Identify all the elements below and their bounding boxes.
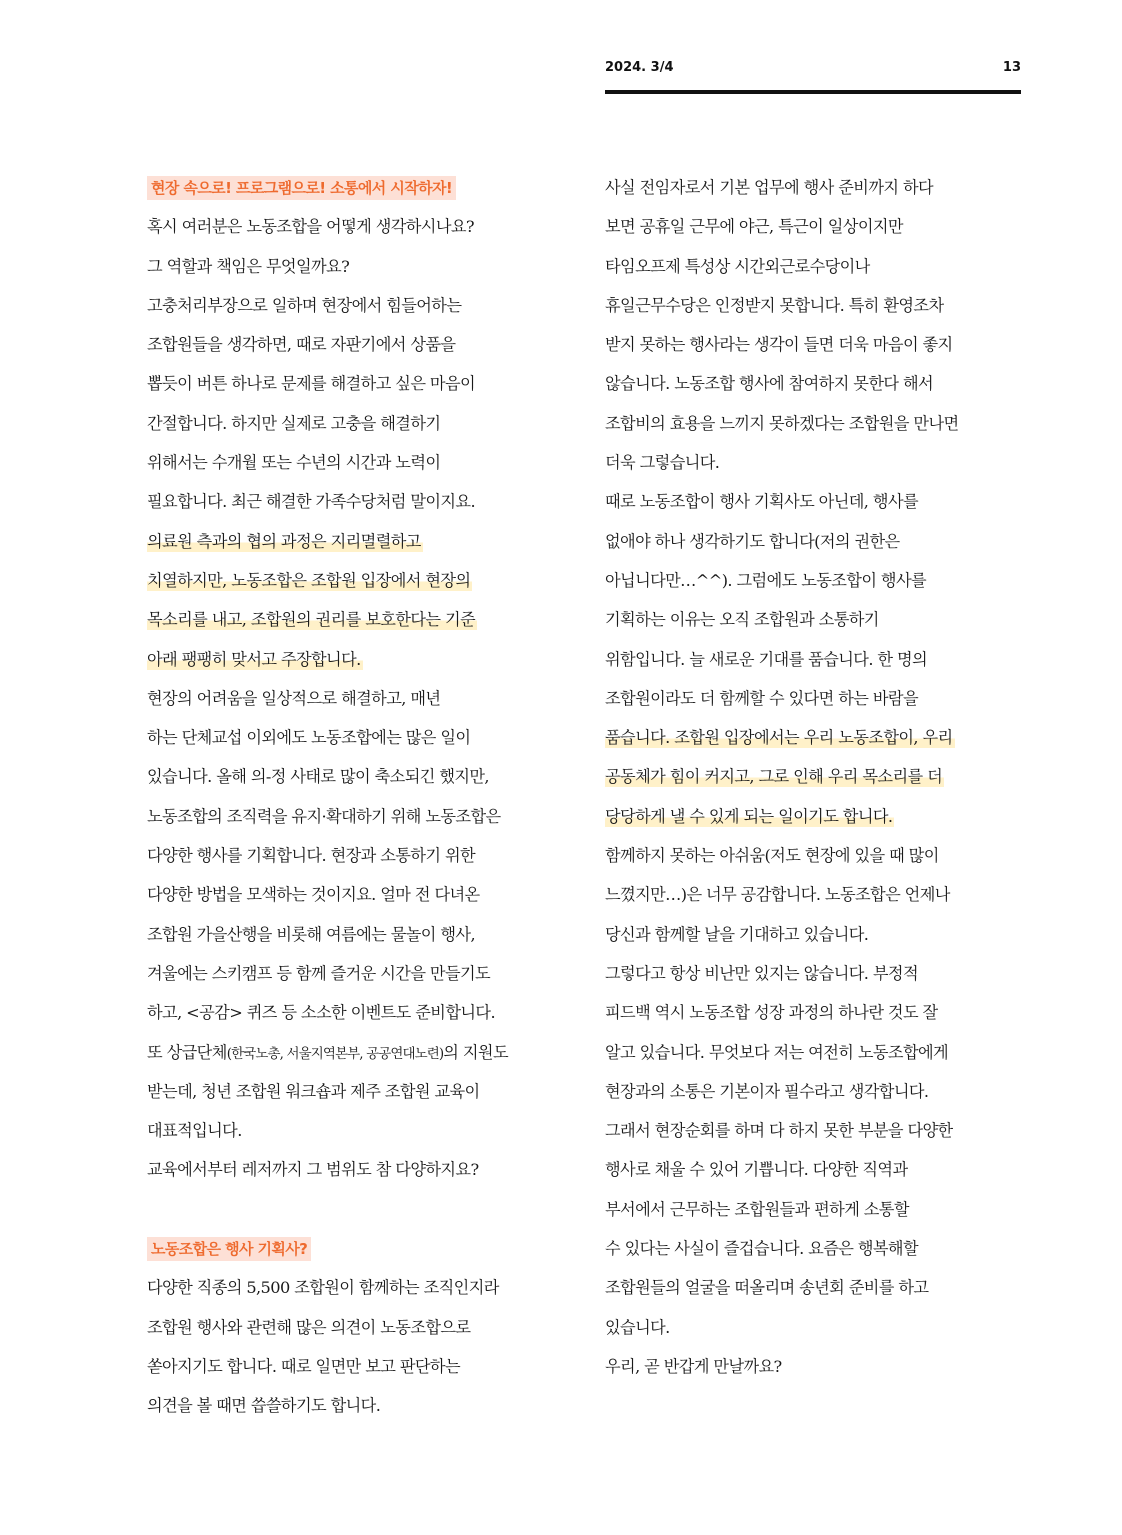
text-line: 다양한 행사를 기획합니다. 현장과 소통하기 위한 xyxy=(147,846,476,866)
text-line: 있습니다. xyxy=(605,1317,670,1337)
text-line: 피드백 역시 노동조합 성장 과정의 하나란 것도 잘 xyxy=(605,1003,938,1023)
text-line: 함께하지 못하는 아쉬움(저도 현장에 있을 때 많이 xyxy=(605,846,939,866)
text-line: 뽑듯이 버튼 하나로 문제를 해결하고 싶은 마음이 xyxy=(147,374,476,394)
page-number: 13 xyxy=(1002,60,1021,75)
text-line: 타임오프제 특성상 시간외근로수당이나 xyxy=(605,256,870,276)
text-line xyxy=(147,1033,572,1072)
text-line: 보면 공휴일 근무에 야근, 특근이 일상이지만 xyxy=(605,217,903,237)
text-line: 현장과의 소통은 기본이자 필수라고 생각합니다. xyxy=(605,1081,929,1101)
text-line: 그렇다고 항상 비난만 있지는 않습니다. 부정적 xyxy=(605,963,918,983)
highlighted-line: 의료원 측과의 협의 과정은 지리멸렬하고 xyxy=(147,531,421,551)
text-line: 않습니다. 노동조합 행사에 참여하지 못한다 해서 xyxy=(605,374,934,394)
text-line: 당신과 함께할 날을 기대하고 있습니다. xyxy=(605,924,869,944)
text-line: 우리, 곧 반갑게 만날까요? xyxy=(605,1356,782,1376)
text-line: 위해서는 수개월 또는 수년의 시간과 노력이 xyxy=(147,453,441,473)
text-line: 그 역할과 책임은 무엇일까요? xyxy=(147,256,350,276)
highlighted-line: 품습니다. 조합원 입장에서는 우리 노동조합이, 우리 xyxy=(605,728,953,748)
text-line: 하고, <공감> 퀴즈 등 소소한 이벤트도 준비합니다. xyxy=(147,1003,495,1023)
text-line: 더욱 그렇습니다. xyxy=(605,453,720,473)
text-line: 부서에서 근무하는 조합원들과 편하게 소통할 xyxy=(605,1199,909,1219)
text-line: 수 있다는 사실이 즐겁습니다. 요즘은 행복해할 xyxy=(605,1239,918,1259)
text-line: 기획하는 이유는 오직 조합원과 소통하기 xyxy=(605,610,879,630)
text-fragment: 또 상급단체 xyxy=(147,1042,227,1062)
text-line: 조합원들을 생각하면, 때로 자판기에서 상품을 xyxy=(147,335,456,355)
issue-date: 2024. 3/4 xyxy=(605,60,674,75)
text-line: 조합원들의 얼굴을 떠올리며 송년회 준비를 하고 xyxy=(605,1278,929,1298)
text-line: 현장의 어려움을 일상적으로 해결하고, 매년 xyxy=(147,688,441,708)
text-line: 있습니다. 올해 의-정 사태로 많이 축소되긴 했지만, xyxy=(147,767,489,787)
highlighted-line: 당당하게 낼 수 있게 되는 일이기도 합니다. xyxy=(605,806,893,826)
text-line: 위함입니다. 늘 새로운 기대를 품습니다. 한 명의 xyxy=(605,649,928,669)
text-line: 혹시 여러분은 노동조합을 어떻게 생각하시나요? xyxy=(147,217,475,237)
highlighted-line: 치열하지만, 노동조합은 조합원 입장에서 현장의 xyxy=(147,570,471,590)
right-column xyxy=(605,168,1030,1386)
left-column xyxy=(147,168,572,1426)
text-line: 하는 단체교섭 이외에도 노동조합에는 많은 일이 xyxy=(147,728,471,748)
page-header xyxy=(605,58,1021,94)
text-line: 행사로 채울 수 있어 기쁩니다. 다양한 직역과 xyxy=(605,1160,908,1180)
text-line: 필요합니다. 최근 해결한 가족수당처럼 말이지요. xyxy=(147,492,476,512)
text-line: 느꼈지만…)은 너무 공감합니다. 노동조합은 언제나 xyxy=(605,885,950,905)
text-line: 받는데, 청년 조합원 워크숍과 제주 조합원 교육이 xyxy=(147,1081,480,1101)
text-line: 받지 못하는 행사라는 생각이 들면 더욱 마음이 좋지 xyxy=(605,335,953,355)
section-heading: 노동조합은 행사 기획사? xyxy=(147,1229,572,1268)
text-line: 조합비의 효용을 느끼지 못하겠다는 조합원을 만나면 xyxy=(605,413,959,433)
text-line: 고충처리부장으로 일하며 현장에서 힘들어하는 xyxy=(147,295,462,315)
text-fragment: 의 지원도 xyxy=(443,1042,508,1062)
text-line: 알고 있습니다. 무엇보다 저는 여전히 노동조합에게 xyxy=(605,1042,949,1062)
text-line: 조합원 가을산행을 비롯해 여름에는 물놀이 행사, xyxy=(147,924,476,944)
text-line: 아닙니다만…^^). 그럼에도 노동조합이 행사를 xyxy=(605,570,927,590)
text-line: 대표적입니다. xyxy=(147,1121,242,1141)
highlighted-line: 아래 팽팽히 맞서고 주장합니다. xyxy=(147,649,361,669)
text-line: 다양한 직종의 5,500 조합원이 함께하는 조직인지라 xyxy=(147,1278,499,1298)
text-line: 쏟아지기도 합니다. 때로 일면만 보고 판단하는 xyxy=(147,1356,460,1376)
text-line: 때로 노동조합이 행사 기획사도 아닌데, 행사를 xyxy=(605,492,918,512)
highlighted-line: 공동체가 힘이 커지고, 그로 인해 우리 목소리를 더 xyxy=(605,767,943,787)
text-line: 의견을 볼 때면 씁쓸하기도 합니다. xyxy=(147,1396,381,1416)
paragraph-gap xyxy=(147,1190,572,1229)
text-line: 그래서 현장순회를 하며 다 하지 못한 부분을 다양한 xyxy=(605,1121,953,1141)
text-line: 없애야 하나 생각하기도 합니다(저의 권한은 xyxy=(605,531,900,551)
text-line: 사실 전임자로서 기본 업무에 행사 준비까지 하다 xyxy=(605,178,934,197)
text-line: 겨울에는 스키캠프 등 함께 즐거운 시간을 만들기도 xyxy=(147,963,491,983)
text-line: 조합원이라도 더 함께할 수 있다면 하는 바람을 xyxy=(605,688,918,708)
organization-list: (한국노총, 서울지역본부, 공공연대노련) xyxy=(226,1045,444,1062)
text-line: 다양한 방법을 모색하는 것이지요. 얼마 전 다녀온 xyxy=(147,885,480,905)
highlighted-line: 목소리를 내고, 조합원의 권리를 보호한다는 기준 xyxy=(147,610,476,630)
section-heading: 현장 속으로! 프로그램으로! 소통에서 시작하자! xyxy=(147,168,572,207)
text-line: 교육에서부터 레저까지 그 범위도 참 다양하지요? xyxy=(147,1160,479,1180)
text-line: 휴일근무수당은 인정받지 못합니다. 특히 환영조차 xyxy=(605,295,944,315)
text-line: 조합원 행사와 관련해 많은 의견이 노동조합으로 xyxy=(147,1317,471,1337)
text-line: 간절합니다. 하지만 실제로 고충을 해결하기 xyxy=(147,413,441,433)
text-line: 노동조합의 조직력을 유지·확대하기 위해 노동조합은 xyxy=(147,806,501,826)
